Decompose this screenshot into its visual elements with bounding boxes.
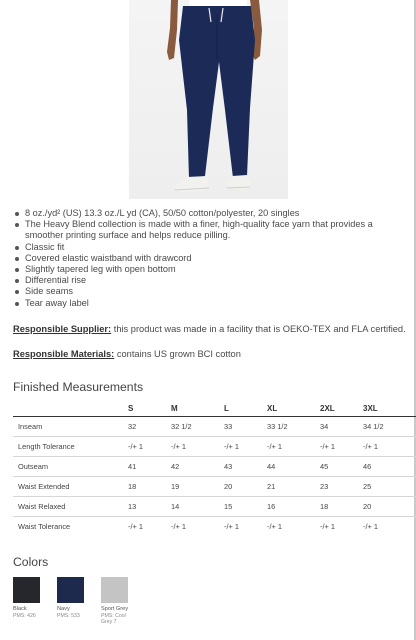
feature-item: Tear away label <box>13 298 409 309</box>
measurement-value: 32 1/2 <box>171 417 224 437</box>
responsible-materials-text: contains US grown BCI cotton <box>114 349 241 359</box>
measurement-value: 14 <box>171 497 224 517</box>
measurement-value: 16 <box>267 497 320 517</box>
measurement-value: -/+ 1 <box>128 522 143 531</box>
measurement-label: Length Tolerance <box>13 437 128 457</box>
measurement-value: 15 <box>224 497 267 517</box>
size-header: XL <box>267 400 320 417</box>
measurement-value: -/+ 1 <box>363 437 416 457</box>
measurement-value: -/+ 1 <box>320 437 363 457</box>
size-header: S <box>128 400 171 417</box>
color-swatch[interactable] <box>101 577 144 626</box>
measurement-value: 34 1/2 <box>363 417 416 437</box>
color-swatch[interactable] <box>13 577 56 626</box>
measurement-value: 21 <box>267 477 320 497</box>
table-row <box>13 457 416 477</box>
color-pms: PMS: 533 <box>57 612 80 619</box>
measurements-corner-cell <box>13 400 128 417</box>
measurement-value: 43 <box>224 457 267 477</box>
measurement-value: 46 <box>363 457 416 477</box>
colors-title: Colors <box>13 555 49 569</box>
responsible-supplier-text: this product was made in a facility that is OEKO-TEX and FLA certified. <box>111 324 406 334</box>
measurements-title: Finished Measurements <box>13 380 144 394</box>
measurement-value: 44 <box>267 457 320 477</box>
measurement-value: -/+ 1 <box>128 437 171 457</box>
measurement-value: 18 <box>128 477 171 497</box>
measurement-value: 34 <box>320 417 363 437</box>
measurement-value: 33 <box>224 417 267 437</box>
measurement-value: 18 <box>320 497 363 517</box>
measurement-value: 19 <box>171 477 224 497</box>
color-name: Sport Grey <box>101 606 129 612</box>
measurement-value: 42 <box>171 457 224 477</box>
size-header: 2XL <box>320 400 363 417</box>
table-row <box>13 417 416 437</box>
measurement-value: -/+ 1 <box>320 522 335 531</box>
measurement-label: Outseam <box>13 457 128 477</box>
measurement-value: -/+ 1 <box>224 522 239 531</box>
feature-item: 8 oz./yd² (US) 13.3 oz./L yd (CA), 50/50 cotton/polyester, 20 singles <box>13 208 409 219</box>
measurement-label: Waist Relaxed <box>13 497 128 517</box>
feature-item: Covered elastic waistband with drawcord <box>13 253 409 264</box>
table-row <box>13 497 416 517</box>
color-swatches <box>13 577 145 626</box>
measurement-label: Waist Tolerance <box>18 522 71 531</box>
size-header: L <box>224 400 267 417</box>
measurement-value: -/+ 1 <box>267 437 320 457</box>
measurement-value: -/+ 1 <box>224 437 267 457</box>
responsible-supplier-label[interactable]: Responsible Supplier: <box>13 324 112 334</box>
measurement-value: 41 <box>128 457 171 477</box>
measurement-value: -/+ 1 <box>171 522 186 531</box>
feature-item: Differential rise <box>13 275 409 286</box>
measurement-value: -/+ 1 <box>363 522 378 531</box>
measurement-value: 23 <box>320 477 363 497</box>
responsible-materials-label[interactable]: Responsible Materials: <box>13 349 115 359</box>
measurements-table <box>13 400 416 536</box>
feature-item: Classic fit <box>13 242 409 253</box>
color-chip[interactable] <box>57 577 84 603</box>
feature-item: The Heavy Blend collection is made with a finer, high-quality face yarn that provides a smoother printing surface and helps reduce pilling. <box>13 219 409 241</box>
color-name: Black <box>13 606 27 612</box>
feature-list <box>13 208 409 309</box>
color-chip[interactable] <box>101 577 128 603</box>
color-name: Navy <box>57 606 70 612</box>
measurement-label: Inseam <box>13 417 128 437</box>
measurement-value: 32 <box>128 417 171 437</box>
color-pms: PMS: Cool Grey 7 <box>101 612 126 626</box>
size-header: M <box>171 400 224 417</box>
measurement-value: -/+ 1 <box>267 522 282 531</box>
size-header: 3XL <box>363 400 416 417</box>
measurement-value: -/+ 1 <box>171 437 224 457</box>
measurement-value: 33 1/2 <box>267 417 320 437</box>
color-pms: PMS: 426 <box>13 612 36 619</box>
measurement-value: 13 <box>128 497 171 517</box>
measurement-value: 45 <box>320 457 363 477</box>
responsible-supplier <box>13 323 409 336</box>
product-image <box>129 0 288 199</box>
color-chip[interactable] <box>13 577 40 603</box>
feature-item: Slightly tapered leg with open bottom <box>13 264 409 275</box>
table-row <box>13 517 416 537</box>
measurement-value: 25 <box>363 477 416 497</box>
color-swatch[interactable] <box>57 577 100 626</box>
measurement-label: Waist Extended <box>13 477 128 497</box>
left-arm <box>167 0 178 60</box>
measurement-value: 20 <box>363 497 416 517</box>
table-row <box>13 477 416 497</box>
measurements-header-row <box>13 400 416 417</box>
measurement-value: 20 <box>224 477 267 497</box>
table-row <box>13 437 416 457</box>
responsible-materials <box>13 348 409 361</box>
feature-item: Side seams <box>13 286 409 297</box>
